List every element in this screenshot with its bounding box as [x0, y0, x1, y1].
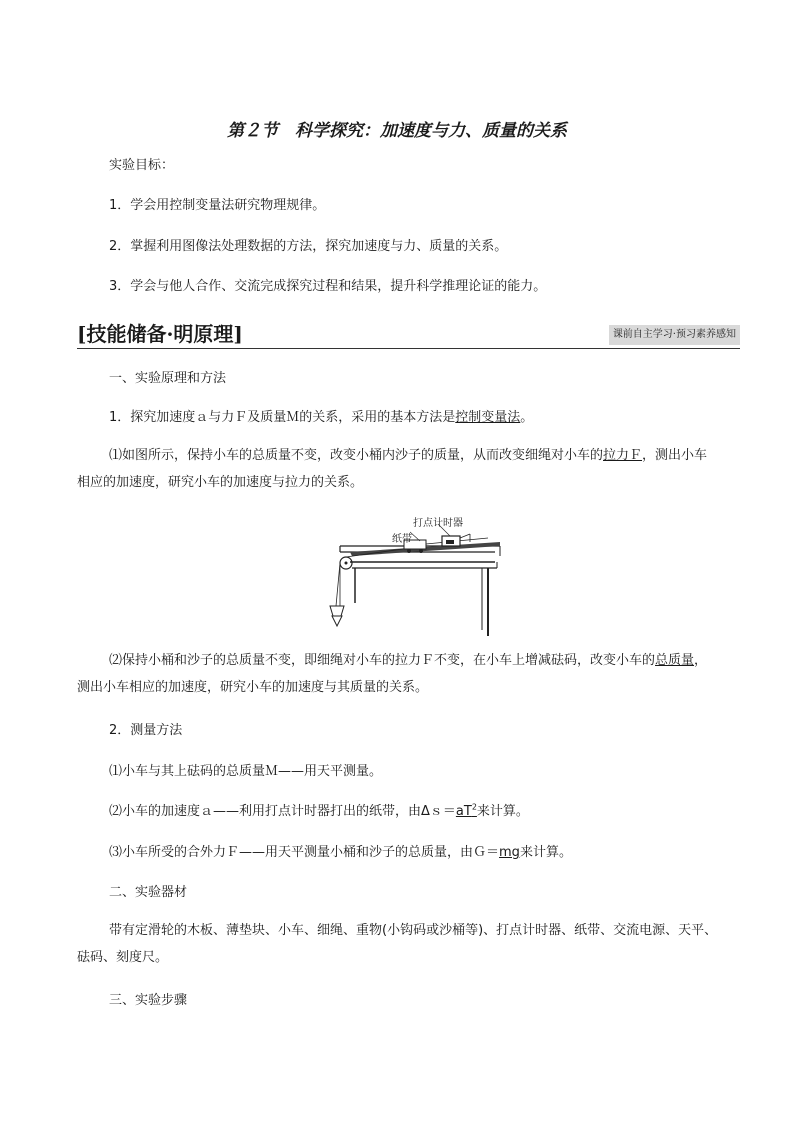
principle-heading: 一、实验原理和方法	[109, 371, 227, 386]
answer-blank: 控制变量法	[455, 410, 521, 425]
steps-heading: 三、实验步骤	[109, 993, 188, 1008]
measure-item-3: ⑶小车所受的合外力Ｆ——用天平测量小桶和沙子的总质量，由Ｇ＝mg来计算。	[109, 845, 572, 860]
equipment-text: 带有定滑轮的木板、薄垫块、小车、细绳、重物(小钩码或沙桶等)、打点计时器、纸带、交流电源、天平、砝码、刻度尺。	[77, 923, 718, 965]
equipment-heading: 二、实验器材	[109, 885, 188, 900]
objective-item: 3．学会与他人合作、交流完成探究过程和结果，提升科学推理论证的能力。	[109, 279, 547, 294]
objectives-heading: 实验目标：	[109, 158, 175, 173]
measure-item-1: ⑴小车与其上砝码的总质量Ｍ——用天平测量。	[109, 764, 383, 779]
answer-blank: mg	[499, 845, 520, 860]
principle-p3: ⑵保持小桶和沙子的总质量不变，即细绳对小车的拉力Ｆ不变，在小车上增减砝码，改变小车的总质量，测出小车相应的加速度，研究小车的加速度与其质量的关系。	[77, 653, 708, 695]
section-badge: 课前自主学习·预习素养感知	[609, 325, 740, 345]
page-title: 第２节 科学探究：加速度与力、质量的关系	[227, 121, 567, 141]
measure-heading: 2．测量方法	[109, 723, 183, 738]
section-header	[77, 318, 740, 349]
principle-p2: ⑴如图所示，保持小车的总质量不变，改变小桶内沙子的质量，从而改变细绳对小车的拉力Ｆ，测出小车相应的加速度，研究小车的加速度与拉力的关系。	[77, 448, 708, 490]
answer-blank: 拉力Ｆ	[603, 448, 643, 463]
measure-item-2: ⑵小车的加速度ａ——利用打点计时器打出的纸带，由$\Delta s=aT^2$来计算。	[109, 802, 529, 819]
figure-label-tape: 纸带	[392, 534, 412, 545]
objective-item: 2．掌握利用图像法处理数据的方法，探究加速度与力、质量的关系。	[109, 239, 508, 254]
section-heading: [技能储备·明原理]	[77, 322, 243, 346]
answer-blank: 总质量	[655, 653, 695, 668]
figure-label-timer: 打点计时器	[413, 518, 463, 529]
answer-blank: $aT^2$	[455, 802, 477, 819]
principle-p1: 1．探究加速度ａ与力Ｆ及质量Ｍ的关系，采用的基本方法是控制变量法。	[109, 410, 534, 425]
objective-item: 1．学会用控制变量法研究物理规律。	[109, 198, 326, 213]
apparatus-figure	[310, 508, 510, 640]
